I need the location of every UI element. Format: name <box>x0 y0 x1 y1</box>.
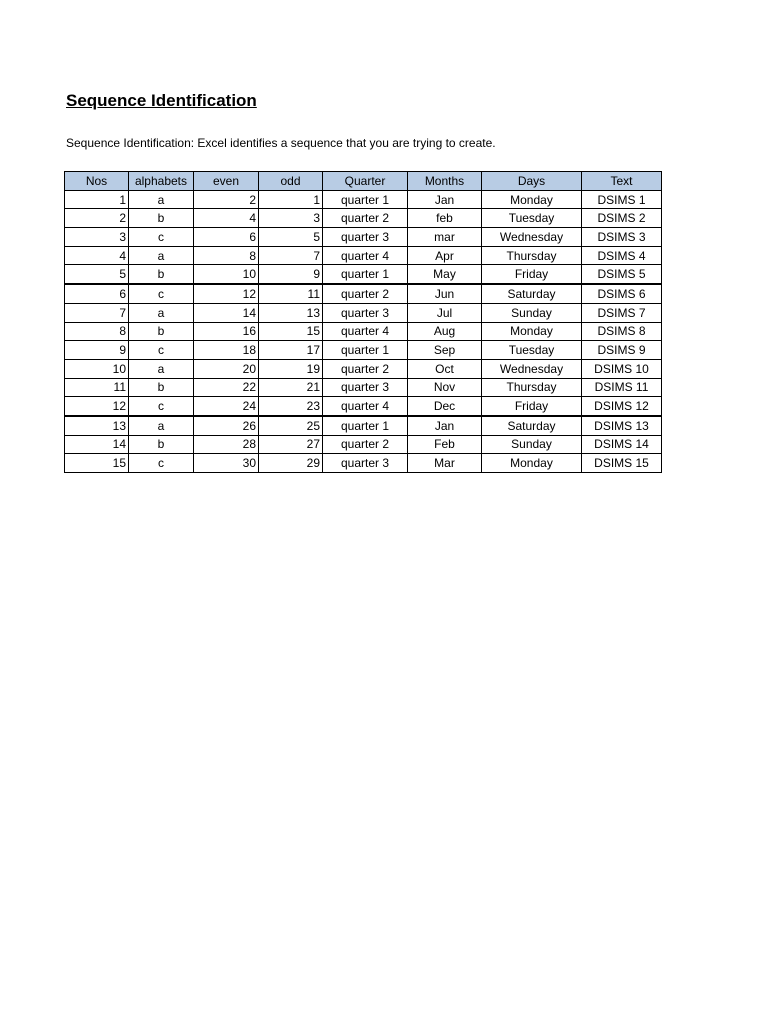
cell-alphabets: a <box>129 416 194 435</box>
cell-text: DSIMS 13 <box>582 416 662 435</box>
cell-days: Monday <box>482 454 582 473</box>
cell-even: 12 <box>194 284 259 303</box>
cell-odd: 19 <box>259 359 323 378</box>
cell-days: Saturday <box>482 284 582 303</box>
cell-nos: 15 <box>65 454 129 473</box>
cell-nos: 1 <box>65 190 129 209</box>
cell-nos: 4 <box>65 246 129 265</box>
cell-quarter: quarter 1 <box>323 265 408 284</box>
cell-even: 14 <box>194 303 259 322</box>
cell-quarter: quarter 4 <box>323 397 408 416</box>
cell-months: mar <box>408 228 482 247</box>
header-quarter: Quarter <box>323 172 408 191</box>
cell-alphabets: c <box>129 284 194 303</box>
table-row <box>65 378 662 397</box>
cell-months: Feb <box>408 435 482 454</box>
cell-even: 6 <box>194 228 259 247</box>
header-text: Text <box>582 172 662 191</box>
page-subtitle: Sequence Identification: Excel identifies a sequence that you are trying to create. <box>66 136 496 150</box>
cell-alphabets: b <box>129 378 194 397</box>
header-days: Days <box>482 172 582 191</box>
cell-odd: 3 <box>259 209 323 228</box>
cell-even: 20 <box>194 359 259 378</box>
cell-even: 28 <box>194 435 259 454</box>
cell-months: Sep <box>408 341 482 360</box>
cell-text: DSIMS 6 <box>582 284 662 303</box>
cell-days: Tuesday <box>482 209 582 228</box>
cell-odd: 5 <box>259 228 323 247</box>
cell-odd: 9 <box>259 265 323 284</box>
cell-text: DSIMS 2 <box>582 209 662 228</box>
cell-odd: 25 <box>259 416 323 435</box>
cell-even: 4 <box>194 209 259 228</box>
header-row <box>65 172 662 191</box>
cell-text: DSIMS 14 <box>582 435 662 454</box>
cell-text: DSIMS 5 <box>582 265 662 284</box>
cell-days: Friday <box>482 397 582 416</box>
cell-quarter: quarter 2 <box>323 359 408 378</box>
cell-odd: 27 <box>259 435 323 454</box>
cell-quarter: quarter 3 <box>323 378 408 397</box>
cell-quarter: quarter 3 <box>323 303 408 322</box>
cell-alphabets: b <box>129 322 194 341</box>
cell-alphabets: a <box>129 246 194 265</box>
table-row <box>65 322 662 341</box>
table-row <box>65 190 662 209</box>
cell-months: Jul <box>408 303 482 322</box>
table-row <box>65 435 662 454</box>
cell-nos: 12 <box>65 397 129 416</box>
cell-text: DSIMS 8 <box>582 322 662 341</box>
table-row <box>65 397 662 416</box>
table-row <box>65 359 662 378</box>
cell-text: DSIMS 7 <box>582 303 662 322</box>
cell-days: Sunday <box>482 435 582 454</box>
table-row <box>65 341 662 360</box>
cell-quarter: quarter 2 <box>323 209 408 228</box>
cell-months: Jan <box>408 190 482 209</box>
table-row <box>65 284 662 303</box>
header-even: even <box>194 172 259 191</box>
cell-months: Nov <box>408 378 482 397</box>
cell-nos: 5 <box>65 265 129 284</box>
cell-alphabets: c <box>129 228 194 247</box>
cell-months: Oct <box>408 359 482 378</box>
cell-odd: 21 <box>259 378 323 397</box>
cell-odd: 1 <box>259 190 323 209</box>
cell-quarter: quarter 4 <box>323 246 408 265</box>
cell-even: 16 <box>194 322 259 341</box>
cell-nos: 7 <box>65 303 129 322</box>
cell-alphabets: c <box>129 397 194 416</box>
cell-quarter: quarter 1 <box>323 341 408 360</box>
table-row <box>65 303 662 322</box>
cell-days: Thursday <box>482 378 582 397</box>
cell-even: 8 <box>194 246 259 265</box>
header-nos: Nos <box>65 172 129 191</box>
sequence-table <box>64 171 662 473</box>
cell-text: DSIMS 4 <box>582 246 662 265</box>
cell-months: Dec <box>408 397 482 416</box>
cell-odd: 29 <box>259 454 323 473</box>
table-row <box>65 228 662 247</box>
cell-nos: 14 <box>65 435 129 454</box>
cell-months: Mar <box>408 454 482 473</box>
cell-quarter: quarter 2 <box>323 435 408 454</box>
table-row <box>65 416 662 435</box>
cell-even: 2 <box>194 190 259 209</box>
cell-alphabets: b <box>129 435 194 454</box>
cell-quarter: quarter 3 <box>323 228 408 247</box>
cell-quarter: quarter 1 <box>323 416 408 435</box>
cell-alphabets: b <box>129 265 194 284</box>
header-odd: odd <box>259 172 323 191</box>
cell-days: Saturday <box>482 416 582 435</box>
cell-alphabets: a <box>129 359 194 378</box>
cell-nos: 13 <box>65 416 129 435</box>
cell-months: Jan <box>408 416 482 435</box>
cell-even: 22 <box>194 378 259 397</box>
header-months: Months <box>408 172 482 191</box>
cell-alphabets: c <box>129 454 194 473</box>
cell-nos: 11 <box>65 378 129 397</box>
cell-text: DSIMS 1 <box>582 190 662 209</box>
table-row <box>65 454 662 473</box>
cell-months: Aug <box>408 322 482 341</box>
cell-days: Wednesday <box>482 228 582 247</box>
cell-days: Thursday <box>482 246 582 265</box>
cell-days: Monday <box>482 190 582 209</box>
cell-months: Jun <box>408 284 482 303</box>
cell-alphabets: a <box>129 303 194 322</box>
cell-even: 26 <box>194 416 259 435</box>
cell-nos: 6 <box>65 284 129 303</box>
cell-quarter: quarter 1 <box>323 190 408 209</box>
cell-even: 10 <box>194 265 259 284</box>
page-title: Sequence Identification <box>66 91 257 110</box>
cell-quarter: quarter 2 <box>323 284 408 303</box>
table-row <box>65 246 662 265</box>
cell-days: Monday <box>482 322 582 341</box>
header-alphabets: alphabets <box>129 172 194 191</box>
cell-odd: 7 <box>259 246 323 265</box>
cell-alphabets: c <box>129 341 194 360</box>
cell-text: DSIMS 15 <box>582 454 662 473</box>
cell-alphabets: a <box>129 190 194 209</box>
cell-text: DSIMS 3 <box>582 228 662 247</box>
cell-odd: 15 <box>259 322 323 341</box>
cell-months: Apr <box>408 246 482 265</box>
cell-nos: 10 <box>65 359 129 378</box>
cell-nos: 3 <box>65 228 129 247</box>
cell-months: feb <box>408 209 482 228</box>
cell-text: DSIMS 11 <box>582 378 662 397</box>
cell-days: Sunday <box>482 303 582 322</box>
table-row <box>65 209 662 228</box>
cell-nos: 2 <box>65 209 129 228</box>
cell-odd: 11 <box>259 284 323 303</box>
cell-odd: 17 <box>259 341 323 360</box>
cell-nos: 8 <box>65 322 129 341</box>
table-row <box>65 265 662 284</box>
cell-even: 18 <box>194 341 259 360</box>
cell-days: Friday <box>482 265 582 284</box>
cell-text: DSIMS 9 <box>582 341 662 360</box>
cell-days: Wednesday <box>482 359 582 378</box>
cell-text: DSIMS 12 <box>582 397 662 416</box>
cell-text: DSIMS 10 <box>582 359 662 378</box>
cell-alphabets: b <box>129 209 194 228</box>
cell-even: 30 <box>194 454 259 473</box>
cell-odd: 13 <box>259 303 323 322</box>
cell-even: 24 <box>194 397 259 416</box>
cell-days: Tuesday <box>482 341 582 360</box>
cell-quarter: quarter 4 <box>323 322 408 341</box>
cell-months: May <box>408 265 482 284</box>
cell-quarter: quarter 3 <box>323 454 408 473</box>
cell-nos: 9 <box>65 341 129 360</box>
cell-odd: 23 <box>259 397 323 416</box>
